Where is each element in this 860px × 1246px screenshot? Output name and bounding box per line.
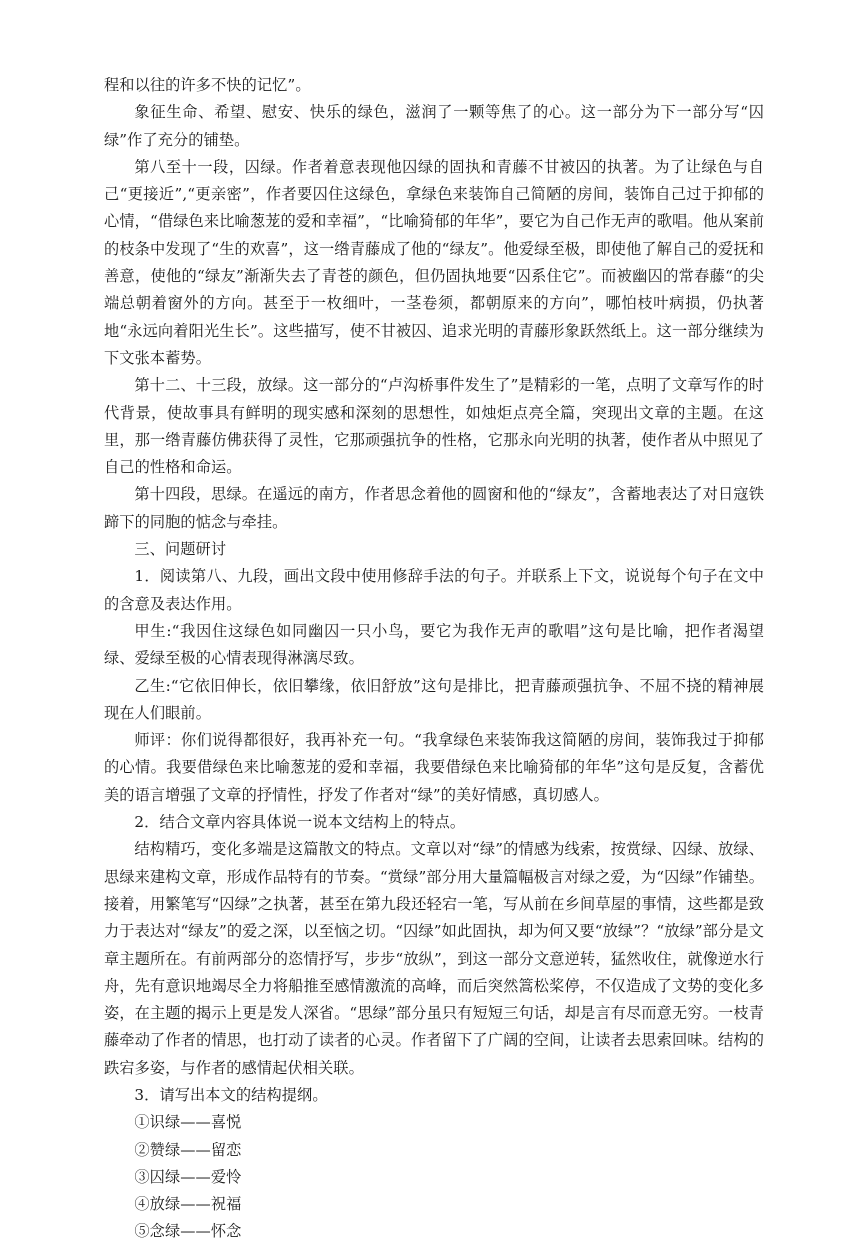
answer-structure: 结构精巧，变化多端是这篇散文的特点。文章以对“绿”的情感为线索，按赏绿、囚绿、放绿、思绿来建构文章，形成作品特有的节奏。“赏绿”部分用大量篇幅极言对绿之爱，为“囚绿”作铺垫。接着，用繁笔写“囚绿”之执著，甚至在第九段还轻宕一笔，写从前在乡间草屋的事情，这些都是致力于表达对“绿友”的爱之深，以至恼之切。“囚绿”如此固执，却为何又要“放绿”？“放绿”部分是文章主题所在。有前两部分的恣情抒写，步步“放纵”，到这一部分文意逆转，猛然收住，就像逆水行舟，先有意识地竭尽全力将船推至感情激流的高峰，而后突然篙松桨停，不仅造成了文势的变化多姿，在主题的揭示上更是发人深省。“思绿”部分虽只有短短三句话，却是言有尽而意无穷。一枝青藤牵动了作者的情思，也打动了读者的心灵。作者留下了广阔的空间，让读者去思索回味。结构的跌宕多姿，与作者的感情起伏相关联。: [104, 840, 764, 1077]
paragraph-continuation: 程和以往的许多不快的记忆”。: [104, 76, 311, 94]
question-1: 1．阅读第八、九段，画出文段中使用修辞手法的句子。并联系上下文，说说每个句子在文中的含意及表达作用。: [104, 567, 764, 613]
document-page: [104, 72, 764, 1246]
answer-student-b: 乙生:“它依旧伸长，依旧攀缘，依旧舒放”这句是排比，把青藤顽强抗争、不屈不挠的精神展现在人们眼前。: [104, 676, 764, 722]
teacher-comment: 师评：你们说得都很好，我再补充一句。“我拿绿色来装饰我这简陋的房间，装饰我过于抑郁的心情。我要借绿色来比喻葱茏的爱和幸福，我要借绿色来比喻猗郁的年华”这句是反复，含蓄优美的语言增强了文章的抒情性，抒发了作者对“绿”的美好情感，真切感人。: [104, 731, 764, 804]
paragraph-green-symbol: 象征生命、希望、慰安、快乐的绿色，滋润了一颗等焦了的心。这一部分为下一部分写“囚绿”作了充分的铺垫。: [104, 103, 764, 149]
question-3: 3．请写出本文的结构提纲。: [134, 1085, 328, 1104]
question-2: 2．结合文章内容具体说一说本文结构上的特点。: [134, 813, 466, 832]
answer-student-a: 甲生:“我因住这绿色如同幽囚一只小鸟，要它为我作无声的歌唱”这句是比喻，把作者渴望绿、爱绿至极的心情表现得淋漓尽致。: [104, 621, 764, 668]
paragraph-release-green: 第十二、十三段，放绿。这一部分的“卢沟桥事件发生了”是精彩的一笔，点明了文章写作的时代背景，使故事具有鲜明的现实感和深刻的思想性，如烛炬点亮全篇，突现出文章的主题。在这里，那一绺青藤仿佛获得了灵性，它那顽强抗争的性格，它那永向光明的执著，使作者从中照见了自己的性格和命运。: [104, 376, 764, 477]
paragraph-imprison-green: 第八至十一段，囚绿。作者着意表现他囚绿的固执和青藤不甘被囚的执著。为了让绿色与自己“更接近”,“更亲密”，作者要囚住这绿色，拿绿色来装饰自己简陋的房间，装饰自己过于抑郁的心情，“借绿色来比喻葱茏的爱和幸福”，“比喻猗郁的年华”，要它为自己作无声的歌唱。他从案前的枝条中发现了“生的欢喜”，这一绺青藤成了他的“绿友”。他爱绿至极，即使他了解自己的爱抚和善意，使他的“绿友”渐渐失去了青苍的颜色，但仍固执地要“囚系住它”。而被幽囚的常春藤“的尖端总朝着窗外的方向。甚至于一枚细叶，一茎卷须，都朝原来的方向”，哪怕枝叶病损，仍执著地“永远向着阳光生长”。这些描写，使不甘被囚、追求光明的青藤形象跃然纸上。这一部分继续为下文张本蓄势。: [104, 157, 764, 367]
outline-item: ⑤念绿——怀念: [134, 1222, 242, 1241]
section-heading-discussion: 三、问题研讨: [134, 540, 227, 559]
outline-item: ③囚绿——爱怜: [134, 1167, 242, 1186]
outline-item: ①识绿——喜悦: [134, 1113, 242, 1132]
outline-item: ②赞绿——留恋: [134, 1140, 242, 1159]
outline-item: ④放绿——祝福: [134, 1195, 242, 1214]
paragraph-miss-green: 第十四段，思绿。在遥远的南方，作者思念着他的圆窗和他的“绿友”，含蓄地表达了对日寇铁蹄下的同胞的惦念与牵挂。: [104, 485, 764, 531]
